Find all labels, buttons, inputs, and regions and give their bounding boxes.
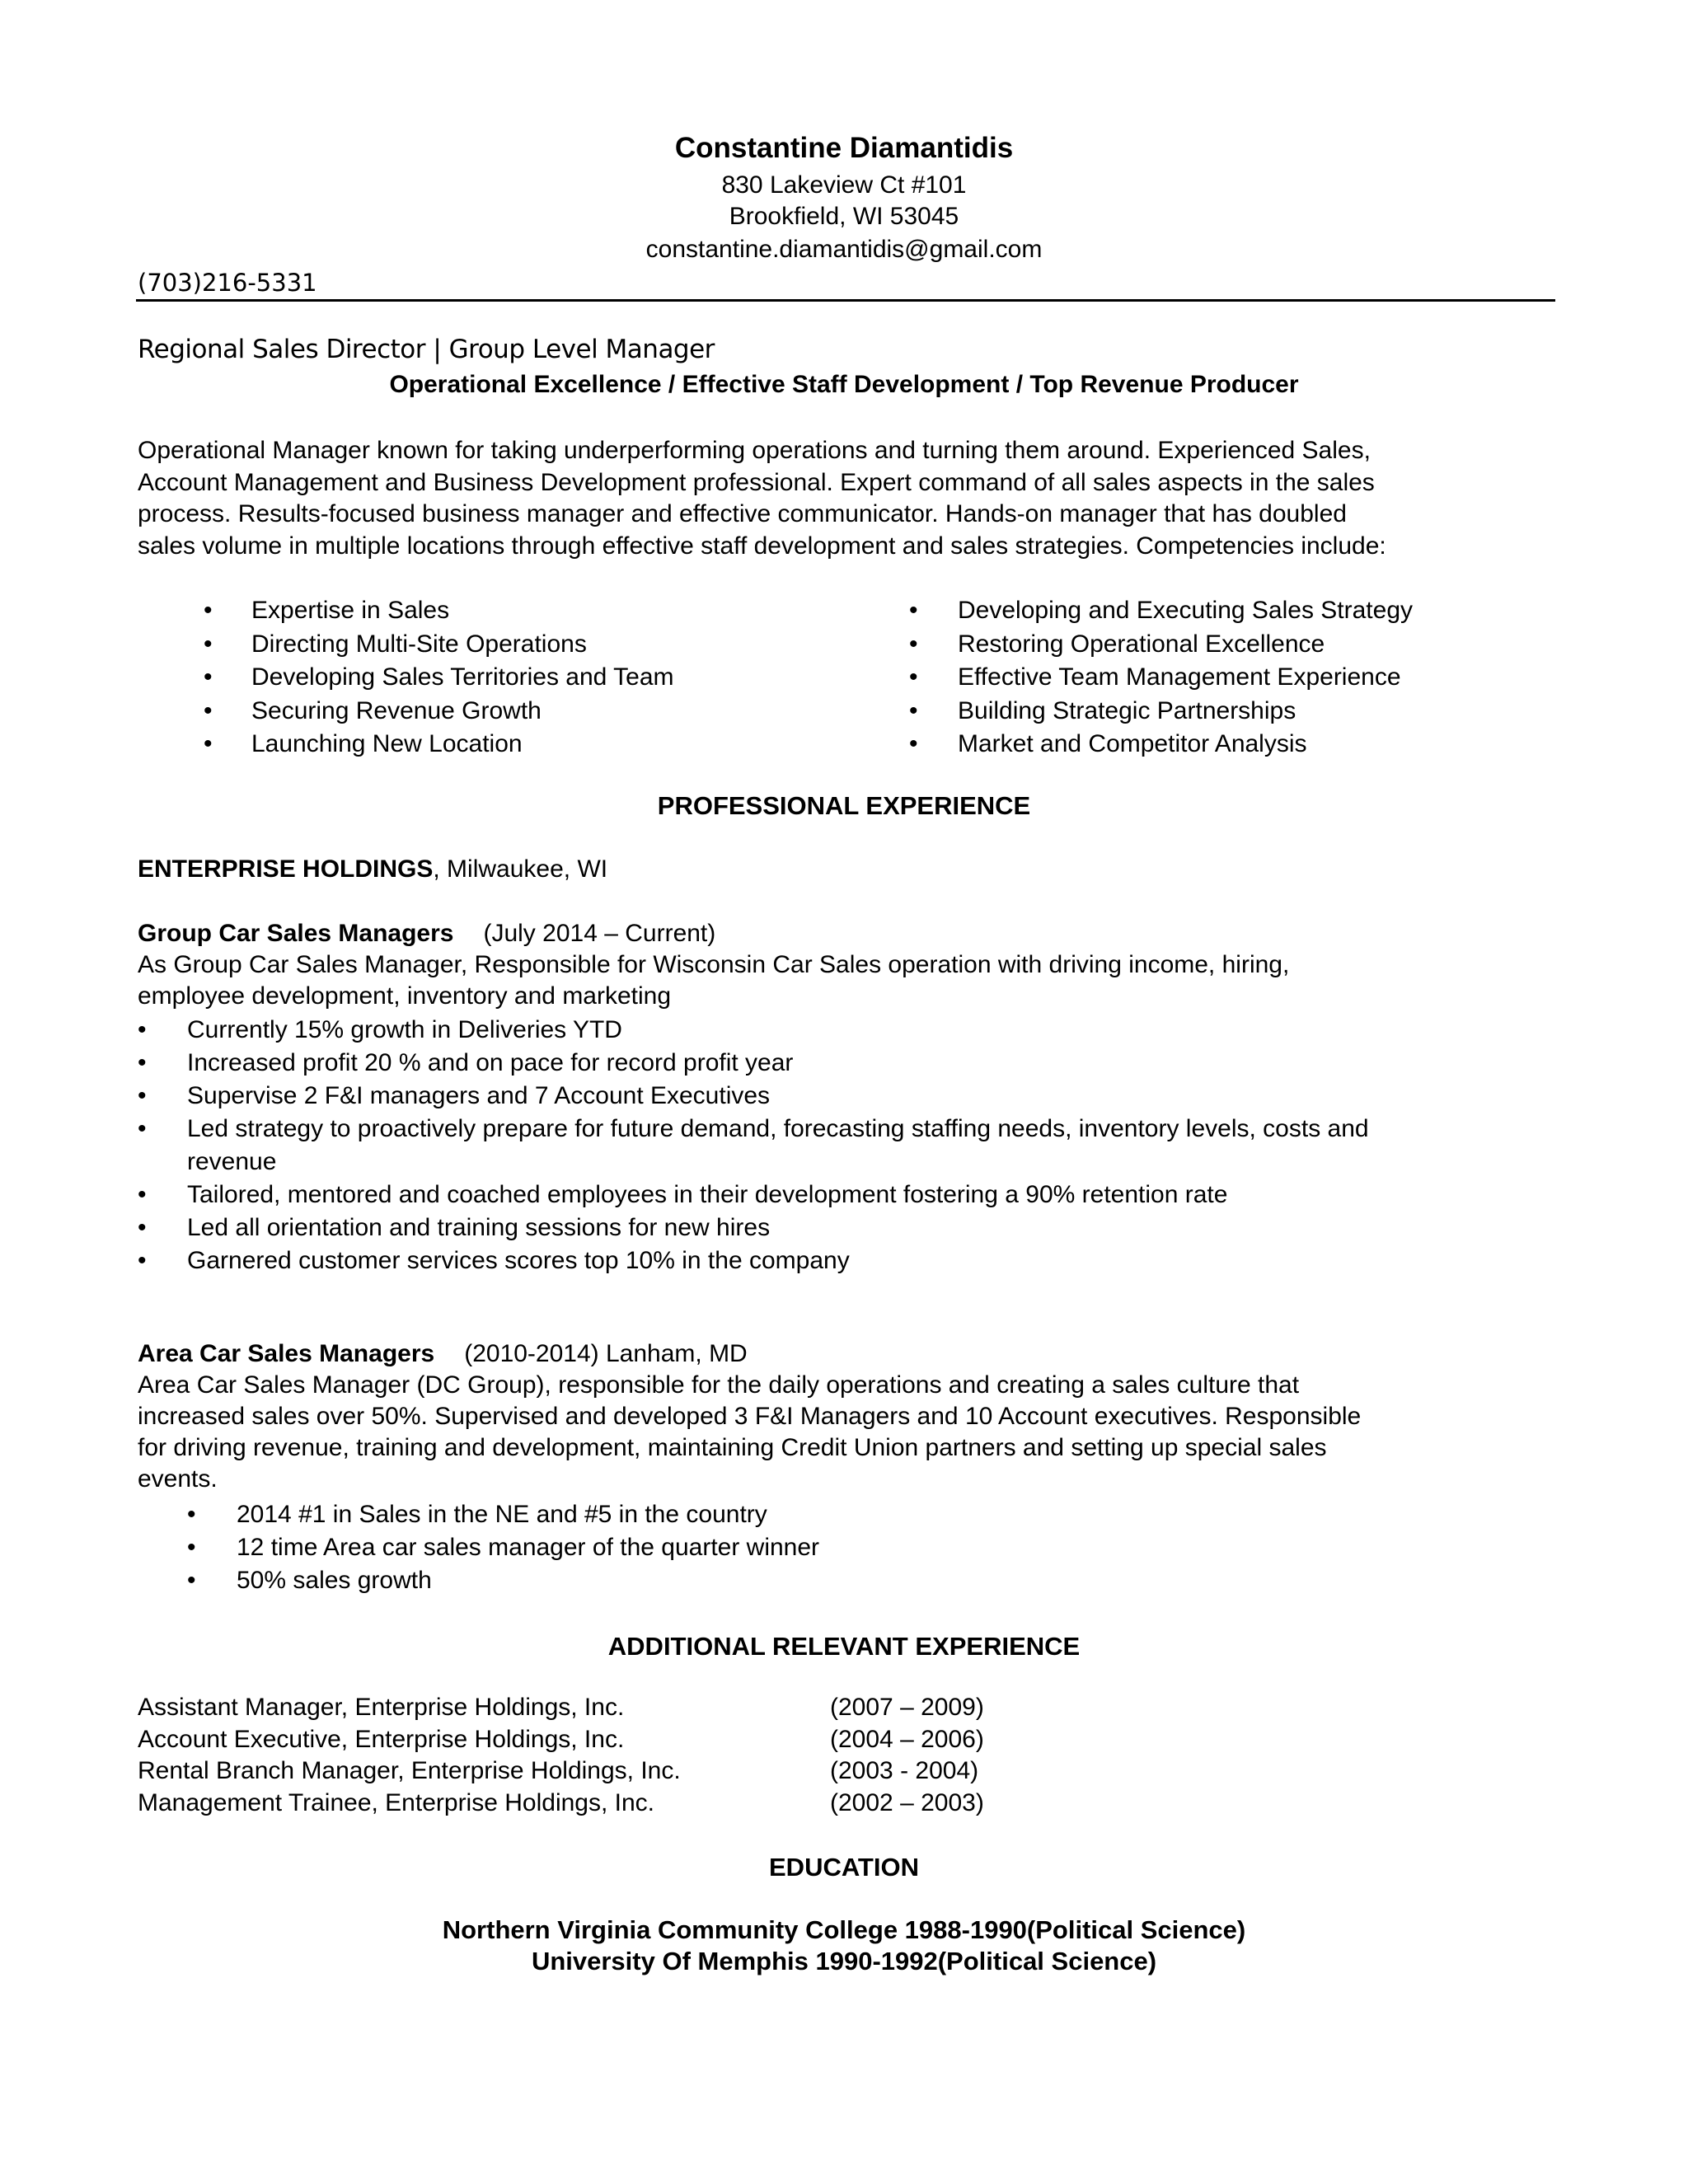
job2-bullet-list (237, 1498, 819, 1597)
role-dates: (2004 – 2006) (830, 1725, 984, 1753)
competency-item: • Building Strategic Partnerships (958, 695, 1413, 729)
role-title: Assistant Manager, Enterprise Holdings, Inc. (138, 1694, 625, 1721)
job-title: Group Car Sales Managers (138, 920, 454, 947)
job-title: Area Car Sales Managers (138, 1340, 435, 1367)
additional-experience-heading: ADDITIONAL RELEVANT EXPERIENCE (607, 1632, 1081, 1661)
job-area-car-sales (138, 1338, 1361, 1495)
employer (138, 855, 607, 883)
email-address: constantine.diamantidis@gmail.com (645, 236, 1043, 263)
competency-item: • Directing Multi-Site Operations (251, 628, 674, 662)
job-description-line: employee development, inventory and marketing (138, 982, 672, 1010)
job1-bullet-list (187, 1014, 1369, 1277)
address-line-2: Brookfield, WI 53045 (729, 203, 959, 230)
job-title-line (138, 1338, 1361, 1370)
role-dates: (2007 – 2009) (830, 1694, 984, 1721)
address-line-1: 830 Lakeview Ct #101 (721, 171, 967, 199)
employer-location: , Milwaukee, WI (433, 855, 608, 883)
list-item: • 12 time Area car sales manager of the quarter winner (237, 1531, 819, 1564)
competency-item: • Effective Team Management Experience (958, 661, 1413, 695)
employer-name: ENTERPRISE HOLDINGS (138, 855, 434, 883)
list-item: • Currently 15% growth in Deliveries YTD (187, 1014, 1369, 1047)
list-item: • Tailored, mentored and coached employees in their development fostering a 90% retention rate (187, 1179, 1369, 1212)
list-item: • Supervise 2 F&I managers and 7 Account Executives (187, 1080, 1369, 1113)
summary-line: Operational Manager known for taking underperforming operations and turning them around. Experienced Sales, (138, 437, 1371, 464)
job-dates: (2010-2014) Lanham, MD (464, 1340, 748, 1367)
role-dates: (2003 - 2004) (830, 1757, 979, 1784)
list-item: • 50% sales growth (237, 1564, 819, 1597)
headline: Regional Sales Director | Group Level Manager (138, 335, 715, 364)
role-dates: (2002 – 2003) (830, 1788, 984, 1816)
additional-dates-column (830, 1692, 984, 1819)
additional-roles-column (138, 1692, 681, 1819)
job-group-car-sales (138, 918, 1289, 1012)
professional-experience-heading: PROFESSIONAL EXPERIENCE (657, 791, 1031, 820)
job-title-line (138, 918, 1289, 949)
education-school: Northern Virginia Community College 1988-1990(Political Science) (442, 1915, 1246, 1944)
competency-item: • Expertise in Sales (251, 594, 674, 628)
competency-item: • Market and Competitor Analysis (958, 728, 1413, 762)
summary (138, 435, 1564, 562)
list-item: • Led strategy to proactively prepare for future demand, forecasting staffing needs, inventory levels, costs and (187, 1113, 1369, 1146)
role-title: Account Executive, Enterprise Holdings, Inc. (138, 1725, 625, 1753)
list-item: • Led all orientation and training sessions for new hires (187, 1212, 1369, 1244)
competency-item: • Developing Sales Territories and Team (251, 661, 674, 695)
list-item-continuation: revenue (187, 1148, 277, 1175)
education-school: University Of Memphis 1990-1992(Political Science) (531, 1947, 1157, 1975)
competencies-left-list (251, 594, 674, 762)
job-description-line: for driving revenue, training and development, maintaining Credit Union partners and setting up special sales (138, 1434, 1327, 1461)
role-title: Management Trainee, Enterprise Holdings, Inc. (138, 1788, 654, 1816)
competencies-right-list (958, 594, 1413, 762)
competency-item: • Developing and Executing Sales Strategy (958, 594, 1413, 628)
list-item: • Garnered customer services scores top 10% in the company (187, 1244, 1369, 1277)
summary-line: process. Results-focused business manager and effective communicator. Hands-on manager that has doubled (138, 500, 1347, 527)
job-dates: (July 2014 – Current) (483, 920, 716, 947)
education-heading: EDUCATION (769, 1853, 919, 1882)
role-title: Rental Branch Manager, Enterprise Holdings, Inc. (138, 1757, 681, 1784)
job-description-line: events. (138, 1465, 218, 1493)
job-description-line: Area Car Sales Manager (DC Group), responsible for the daily operations and creating a sales culture that (138, 1371, 1300, 1399)
list-item: • Increased profit 20 % and on pace for record profit year (187, 1047, 1369, 1080)
job-description-line: As Group Car Sales Manager, Responsible for Wisconsin Car Sales operation with driving income, hiring, (138, 951, 1290, 978)
candidate-name: Constantine Diamantidis (674, 132, 1014, 164)
header-divider (136, 299, 1555, 302)
competency-item: • Launching New Location (251, 728, 674, 762)
phone-number: (703)216-5331 (138, 269, 317, 297)
subheadline: Operational Excellence / Effective Staff Development / Top Revenue Producer (389, 371, 1299, 398)
competency-item: • Restoring Operational Excellence (958, 628, 1413, 662)
summary-line: Account Management and Business Development professional. Expert command of all sales aspects in the sales (138, 468, 1375, 496)
job-description-line: increased sales over 50%. Supervised and developed 3 F&I Managers and 10 Account executives. Responsible (138, 1403, 1362, 1430)
list-item: • 2014 #1 in Sales in the NE and #5 in the country (237, 1498, 819, 1531)
competency-item: • Securing Revenue Growth (251, 695, 674, 729)
summary-line: sales volume in multiple locations through effective staff development and sales strategies. Competencies include: (138, 532, 1386, 560)
